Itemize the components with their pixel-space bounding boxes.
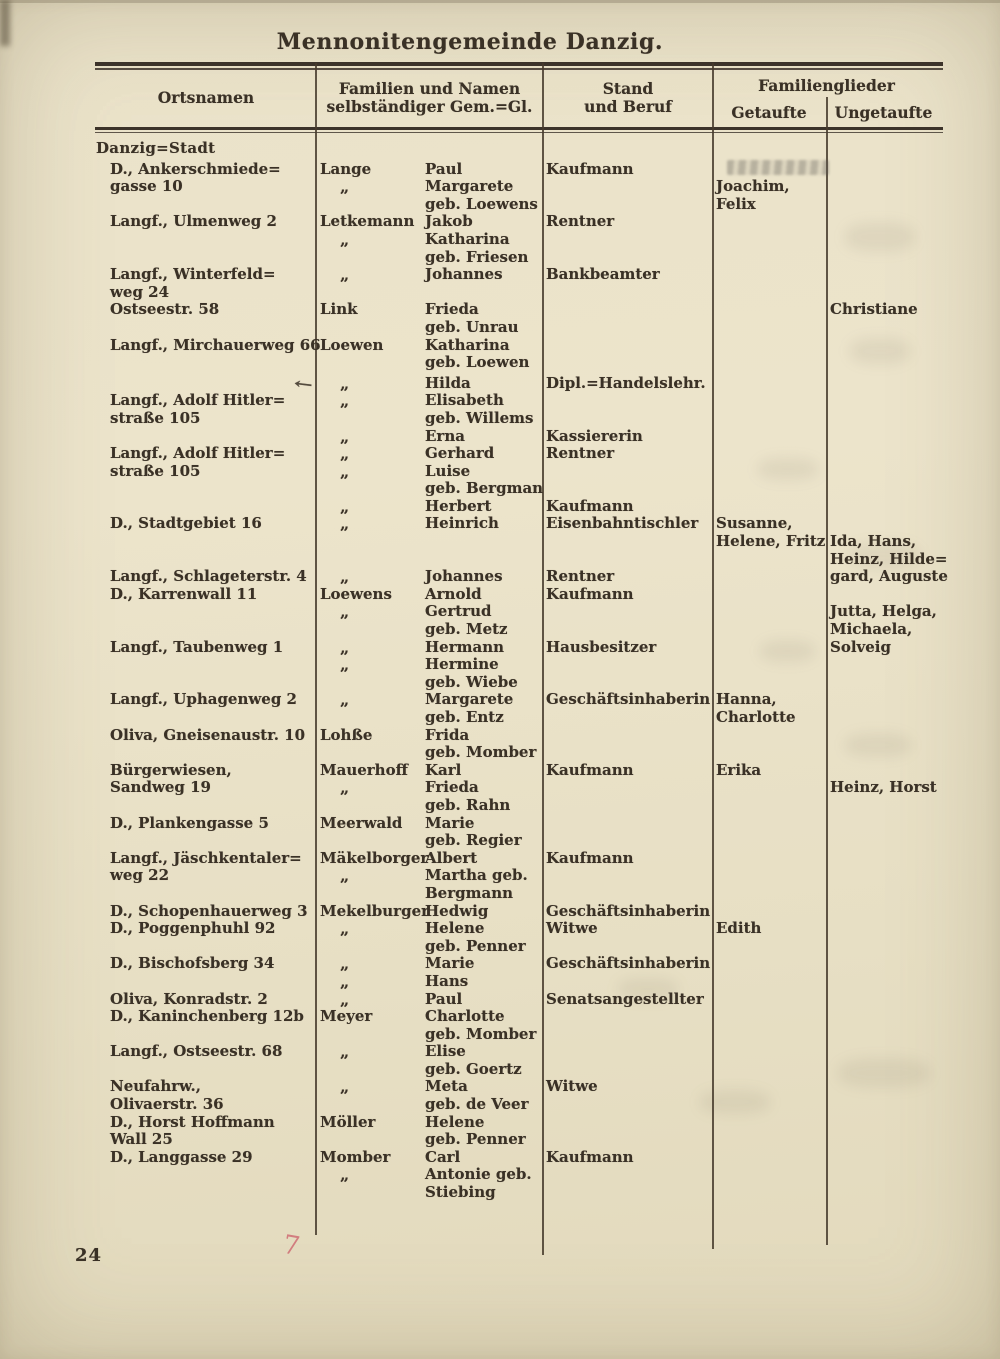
table-row — [0, 391, 1000, 409]
table-row — [0, 550, 1000, 568]
cell-vorname: Jakob — [425, 212, 473, 231]
cell-ortsname: straße 105 — [110, 461, 201, 480]
cell-getaufte: Erika — [716, 760, 762, 779]
cell-vorname: Paul — [425, 159, 463, 178]
cell-ortsname: Olivaerstr. 36 — [110, 1095, 224, 1114]
cell-vorname: Frieda — [425, 300, 479, 319]
table-row — [0, 902, 1000, 920]
cell-getaufte: Charlotte — [716, 708, 796, 726]
cell-familienname: „ — [340, 567, 351, 587]
cell-ortsname: Bürgerwiesen, — [110, 760, 232, 779]
table-row — [0, 300, 1000, 318]
cell-ortsname: Langf., Adolf Hitler= — [110, 391, 286, 410]
cell-ortsname: Langf., Schlageterstr. 4 — [110, 567, 307, 586]
header-familienglieder: Familienglieder — [758, 76, 895, 95]
cell-vorname: geb. Wiebe — [425, 672, 518, 691]
cell-vorname: Margarete — [425, 690, 514, 709]
cell-vorname: Antonie geb. — [425, 1165, 532, 1184]
header-ungetaufte: Ungetaufte — [834, 103, 933, 122]
cell-familienname: „ — [340, 637, 351, 657]
table-top-rule-thin — [95, 68, 943, 70]
table-row — [0, 1077, 1000, 1095]
cell-familienname: „ — [340, 373, 351, 393]
cell-ortsname: D., Plankengasse 5 — [110, 813, 269, 832]
cell-familienname: „ — [340, 778, 351, 798]
table-row — [0, 972, 1000, 990]
cell-familienname: „ — [340, 496, 351, 516]
cell-ortsname: gasse 10 — [110, 177, 183, 196]
table-row — [0, 353, 1000, 371]
cell-familienname: Link — [320, 300, 358, 319]
header-bottom-rule-thin — [95, 132, 943, 133]
cell-vorname: Stiebing — [425, 1183, 496, 1202]
cell-familienname: Letkemann — [320, 212, 415, 231]
cell-vorname: Frieda — [425, 778, 479, 797]
table-row — [0, 673, 1000, 691]
cell-familienname: „ — [340, 426, 351, 446]
cell-familienname: „ — [340, 954, 351, 974]
red-pen-numeral: 7 — [280, 1229, 303, 1263]
cell-vorname: Elisabeth — [425, 391, 504, 410]
cell-vorname: Hilda — [425, 373, 471, 392]
table-row — [0, 409, 1000, 427]
cell-vorname: Hedwig — [425, 901, 489, 920]
table-row — [0, 866, 1000, 884]
table-row — [0, 585, 1000, 603]
cell-vorname: geb. Penner — [425, 936, 526, 955]
table-top-rule — [95, 62, 943, 66]
cell-ortsname: Ostseestr. 58 — [110, 300, 220, 319]
cell-vorname: Marie — [425, 813, 475, 832]
cell-ortsname: weg 22 — [110, 866, 170, 885]
cell-ortsname: D., Bischofsberg 34 — [110, 954, 275, 973]
header-stand-line1: Stand — [602, 79, 654, 98]
cell-familienname: Momber — [320, 1147, 391, 1166]
cell-vorname: Katharina — [425, 229, 510, 248]
cell-beruf: Geschäftsinhaberin — [546, 901, 711, 920]
cell-ortsname: Neufahrw., — [110, 1077, 201, 1096]
cell-vorname: Herbert — [425, 496, 492, 515]
cell-vorname: geb. Unrau — [425, 317, 519, 336]
cell-ortsname: D., Ankerschmiede= — [110, 159, 281, 178]
table-row — [0, 814, 1000, 832]
cell-familienname: „ — [340, 690, 351, 710]
cell-beruf: Geschäftsinhaberin — [546, 690, 711, 709]
cell-beruf: Kaufmann — [546, 760, 634, 779]
cell-familienname: „ — [340, 989, 351, 1009]
header-bottom-rule — [95, 127, 943, 130]
cell-beruf: Eisenbahntischler — [546, 514, 699, 533]
cell-ortsname: D., Horst Hoffmann — [110, 1112, 275, 1131]
cell-familienname: Lange — [320, 159, 372, 178]
cell-vorname: Albert — [425, 848, 478, 867]
page-title: Mennonitengemeinde Danzig. — [276, 29, 664, 55]
cell-familienname: Loewen — [320, 335, 384, 354]
cell-familienname: Mauerhoff — [320, 760, 408, 779]
cell-vorname: Charlotte — [425, 1007, 505, 1026]
table-row — [0, 1165, 1000, 1183]
cell-ungetaufte: gard, Auguste — [830, 567, 948, 586]
cell-ortsname: straße 105 — [110, 408, 201, 427]
table-row — [0, 884, 1000, 902]
table-row — [0, 374, 1000, 392]
cell-vorname: Hans — [425, 971, 469, 990]
cell-familienname: „ — [340, 919, 351, 939]
cell-familienname: Lohße — [320, 725, 373, 744]
cell-vorname: Erna — [425, 426, 465, 445]
table-row — [0, 1113, 1000, 1131]
cell-familienname: „ — [340, 444, 351, 464]
cell-familienname: „ — [340, 1165, 351, 1185]
cell-getaufte: Felix — [716, 194, 756, 213]
page-number: 24 — [75, 1245, 103, 1266]
cell-familienname: Möller — [320, 1112, 376, 1131]
table-row — [0, 620, 1000, 638]
table-row — [0, 479, 1000, 497]
table-row — [0, 444, 1000, 462]
cell-getaufte: Helene, Fritz — [716, 532, 826, 551]
table-row — [0, 1042, 1000, 1060]
cell-vorname: Bergmann — [425, 883, 514, 902]
table-row — [0, 265, 1000, 283]
table-row — [0, 602, 1000, 620]
cell-vorname: Martha geb. — [425, 866, 528, 885]
cell-ortsname: D., Kaninchenberg 12b — [110, 1007, 304, 1026]
cell-familienname: „ — [340, 1042, 351, 1062]
table-row — [0, 849, 1000, 867]
table-row — [0, 743, 1000, 761]
cell-beruf: Kaufmann — [546, 496, 634, 515]
cell-vorname: Carl — [425, 1147, 461, 1166]
cell-vorname: geb. Entz — [425, 708, 504, 726]
table-row — [0, 160, 1000, 178]
cell-ortsname: Sandweg 19 — [110, 778, 211, 797]
header-getaufte: Getaufte — [731, 103, 807, 122]
cell-beruf: Witwe — [546, 919, 598, 938]
cell-ungetaufte: Heinz, Hilde= — [830, 549, 948, 568]
cell-vorname: geb. Metz — [425, 620, 508, 639]
table-row — [0, 427, 1000, 445]
cell-familienname: Loewens — [320, 584, 392, 603]
cell-beruf: Kassiererin — [546, 426, 643, 445]
cell-vorname: Helene — [425, 919, 485, 938]
cell-ungetaufte: Ida, Hans, — [830, 532, 917, 551]
cell-beruf: Bankbeamter — [546, 265, 660, 284]
table-row — [0, 497, 1000, 515]
cell-ortsname: Oliva, Konradstr. 2 — [110, 989, 268, 1008]
cell-familienname: „ — [340, 514, 351, 534]
cell-vorname: Johannes — [425, 265, 503, 284]
cell-ortsname: Langf., Uphagenweg 2 — [110, 690, 297, 709]
table-row — [0, 1007, 1000, 1025]
cell-ortsname: Langf., Ulmenweg 2 — [110, 212, 277, 231]
cell-ortsname: D., Stadtgebiet 16 — [110, 514, 262, 533]
cell-vorname: geb. Momber — [425, 1024, 537, 1043]
cell-vorname: Frida — [425, 725, 470, 744]
cell-getaufte: Edith — [716, 919, 762, 938]
cell-getaufte: Susanne, — [716, 514, 793, 533]
table-row — [0, 726, 1000, 744]
cell-familienname: „ — [340, 866, 351, 886]
table-row — [0, 638, 1000, 656]
table-row — [0, 212, 1000, 230]
header-familien-line1: Familien und Namen — [338, 79, 521, 98]
cell-ortsname: Langf., Mirchauerweg 66 — [110, 335, 321, 354]
cell-familienname: Meerwald — [320, 813, 403, 832]
cell-ungetaufte: Jutta, Helga, — [830, 602, 937, 621]
cell-beruf: Kaufmann — [546, 1147, 634, 1166]
table-row — [0, 230, 1000, 248]
cell-familienname: „ — [340, 602, 351, 622]
table-body — [0, 139, 1000, 1201]
table-row — [0, 1095, 1000, 1113]
cell-familienname: „ — [340, 971, 351, 991]
cell-ortsname: Langf., Adolf Hitler= — [110, 444, 286, 463]
cell-getaufte: Hanna, — [716, 690, 777, 709]
cell-vorname: Paul — [425, 989, 463, 1008]
table-row — [0, 248, 1000, 266]
cell-vorname: Meta — [425, 1077, 468, 1096]
cell-vorname: Johannes — [425, 567, 503, 586]
cell-ortsname: Langf., Jäschkentaler= — [110, 848, 302, 867]
cell-beruf: Senatsangestellter — [546, 989, 704, 1008]
cell-vorname: Gertrud — [425, 602, 492, 621]
red-pen-arrow-mark: ← — [292, 373, 314, 394]
table-row — [0, 919, 1000, 937]
cell-vorname: geb. Goertz — [425, 1059, 522, 1078]
cell-ortsname: Danzig=Stadt — [96, 139, 216, 157]
cell-vorname: geb. Bergman — [425, 479, 544, 498]
cell-vorname: geb. Willems — [425, 408, 534, 427]
cell-familienname: „ — [340, 655, 351, 675]
cell-vorname: Helene — [425, 1112, 485, 1131]
cell-familienname: Meyer — [320, 1007, 373, 1026]
cell-beruf: Rentner — [546, 567, 615, 586]
cell-vorname: Arnold — [425, 584, 482, 603]
table-row — [0, 778, 1000, 796]
header-familien-line2: selbständiger Gem.=Gl. — [326, 97, 533, 116]
cell-familienname: „ — [340, 177, 351, 197]
cell-beruf: Rentner — [546, 444, 615, 463]
cell-vorname: Katharina — [425, 335, 510, 354]
cell-ortsname: weg 24 — [110, 282, 170, 301]
cell-vorname: Heinrich — [425, 514, 499, 533]
ink-smudge — [727, 160, 829, 175]
cell-ungetaufte: Christiane — [830, 300, 918, 319]
table-row — [0, 336, 1000, 354]
cell-getaufte: Joachim, — [716, 177, 790, 196]
table-row — [0, 139, 1000, 157]
table-row — [0, 690, 1000, 708]
cell-familienname: „ — [340, 1077, 351, 1097]
header-ortsnamen: Ortsnamen — [157, 88, 255, 107]
table-row — [0, 1148, 1000, 1166]
table-row — [0, 831, 1000, 849]
cell-ungetaufte: Heinz, Horst — [830, 778, 937, 797]
cell-familienname: Mäkelborger — [320, 848, 429, 867]
table-row — [0, 318, 1000, 336]
cell-vorname: geb. Regier — [425, 831, 522, 850]
table-row — [0, 514, 1000, 532]
table-row — [0, 1025, 1000, 1043]
table-row — [0, 708, 1000, 726]
table-row — [0, 195, 1000, 213]
cell-ortsname: D., Poggenphuhl 92 — [110, 919, 276, 938]
cell-beruf: Kaufmann — [546, 159, 634, 178]
header-stand-line2: und Beruf — [584, 97, 672, 116]
cell-beruf: Dipl.=Handelslehr. — [546, 373, 706, 392]
table-row — [0, 177, 1000, 195]
table-row — [0, 283, 1000, 301]
cell-ungetaufte: Michaela, — [830, 620, 913, 639]
cell-familienname: Mekelburger — [320, 901, 430, 920]
cell-ortsname: D., Karrenwall 11 — [110, 584, 258, 603]
table-row — [0, 796, 1000, 814]
cell-beruf: Hausbesitzer — [546, 637, 657, 656]
cell-ortsname: Wall 25 — [110, 1130, 173, 1149]
cell-vorname: Marie — [425, 954, 475, 973]
table-row — [0, 1060, 1000, 1078]
table-row — [0, 567, 1000, 585]
table-row — [0, 1183, 1000, 1201]
cell-vorname: Gerhard — [425, 444, 495, 463]
cell-ortsname: Langf., Taubenweg 1 — [110, 637, 284, 656]
cell-vorname: geb. Friesen — [425, 247, 529, 266]
cell-familienname: „ — [340, 461, 351, 481]
cell-beruf: Witwe — [546, 1077, 598, 1096]
cell-vorname: Luise — [425, 461, 471, 480]
cell-vorname: Margarete — [425, 177, 514, 196]
cell-vorname: geb. Penner — [425, 1130, 526, 1149]
cell-familienname: „ — [340, 265, 351, 285]
cell-vorname: Karl — [425, 760, 462, 779]
cell-vorname: geb. Momber — [425, 743, 537, 762]
cell-beruf: Rentner — [546, 212, 615, 231]
cell-familienname: „ — [340, 391, 351, 411]
cell-vorname: geb. Loewens — [425, 194, 538, 213]
cell-ortsname: Langf., Ostseestr. 68 — [110, 1042, 283, 1061]
cell-beruf: Kaufmann — [546, 848, 634, 867]
table-row — [0, 990, 1000, 1008]
table-row — [0, 1130, 1000, 1148]
cell-vorname: Elise — [425, 1042, 466, 1061]
cell-ortsname: Langf., Winterfeld= — [110, 265, 276, 284]
cell-vorname: Hermann — [425, 637, 505, 656]
table-row — [0, 937, 1000, 955]
cell-ortsname: Oliva, Gneisenaustr. 10 — [110, 725, 306, 744]
table-row — [0, 532, 1000, 550]
cell-ungetaufte: Solveig — [830, 637, 891, 656]
scan-edge-shadow — [0, 0, 1000, 3]
cell-ortsname: D., Langgasse 29 — [110, 1147, 253, 1166]
table-row — [0, 655, 1000, 673]
cell-vorname: geb. Loewen — [425, 353, 530, 372]
table-row — [0, 954, 1000, 972]
cell-vorname: geb. de Veer — [425, 1095, 529, 1114]
cell-vorname: geb. Rahn — [425, 795, 511, 814]
table-row — [0, 761, 1000, 779]
table-row — [0, 462, 1000, 480]
cell-beruf: Geschäftsinhaberin — [546, 954, 711, 973]
cell-vorname: Hermine — [425, 655, 499, 674]
cell-beruf: Kaufmann — [546, 584, 634, 603]
cell-familienname: „ — [340, 229, 351, 249]
cell-ortsname: D., Schopenhauerweg 3 — [110, 901, 308, 920]
